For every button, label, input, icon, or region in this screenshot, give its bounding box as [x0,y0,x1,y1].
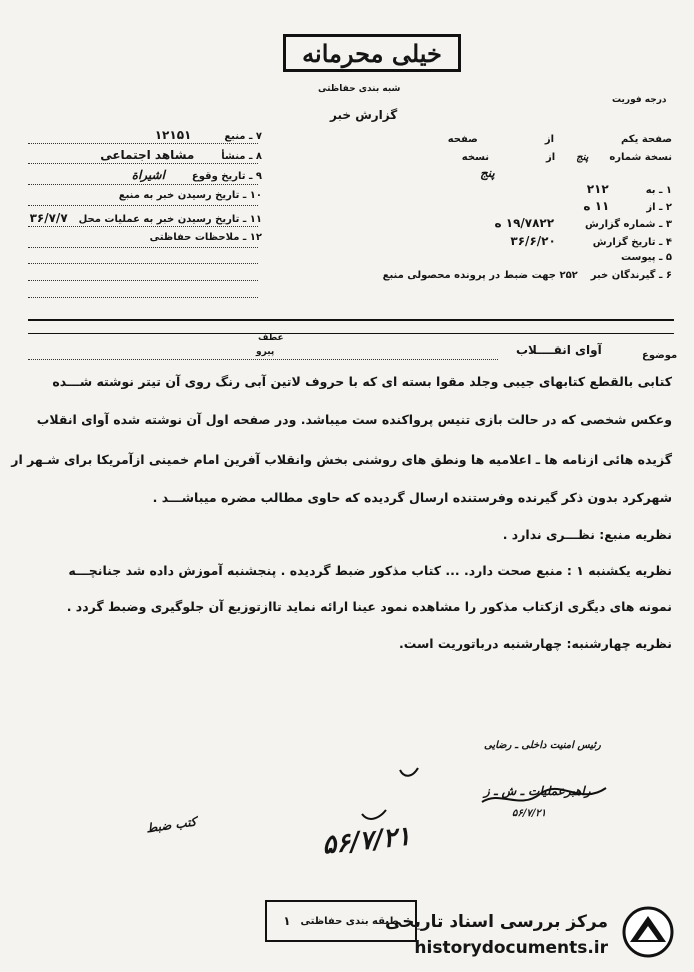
archive-website: historydocuments.ir [414,938,608,958]
body-line: نمونه های دیگری ازکتاب مذکور را مشاهده نمود عینا ارائه نماید تاازتوزیع آن جلوگیری وضبط گردد . [66,599,672,614]
field-received-by-source: ۱۰ ـ تاریخ رسیدن خبر به منبع [118,190,262,201]
side-note-ref: عطف [258,333,284,343]
field-received-by-ops: ۱۱ ـ تاریخ رسیدن خبر به عملیات محل ۳۶/۷/۷ [29,211,262,225]
body-line: نظریه چهارشنبه: چهارشنبه درباتوریت است. [399,636,672,651]
field-source: ۷ ـ منبع ۱۲۱۵۱ [154,128,262,142]
report-type: گزارش خبر [330,108,398,122]
classification-stamp: خیلی محرمانه [283,34,461,72]
field-security-notes: ۱۲ ـ ملاحظات حفاظتی [149,232,262,243]
body-line: کتابی بالقطع کتابهای جیبی وجلد مقوا بسته ای که با حروف لاتین آبی رنگ روی آن تیتر نوشته شـــده [52,374,672,389]
body-line: نظریه منبع: نظـــری ندارد . [502,527,672,542]
body-line: شهرکرد بدون ذکر گیرنده وفرستنده ارسال گردیده که حاوی مطالب مضره میباشـــد . [152,490,672,505]
field-report-number: ۳ ـ شماره گزارش ۱۹/۷۸۲۲ ه [494,216,672,230]
body-line: وعکس شخصی که در حالت بازی تنیس پرواکنده ست میباشد. ودر صفحه اول آن نوشته شده آوای انقلاب [36,412,672,427]
field-to: ۱ ـ به ۲۱۲ [586,182,672,196]
signer-title: رئیس امنیت داخلی ـ رضایی [484,740,601,751]
signature-scribble [480,780,610,814]
tick-mark [398,766,420,780]
subject-value: آوای انقــــلاب [516,343,602,357]
signer-name: راهبرعملیات ـ ش ـ ز [484,784,591,798]
field-recipients: ۶ ـ گیرندگان خبر ۲۵۲ جهت ضبط در پرونده محصولی منبع [382,270,672,281]
priority-label: درجه فوریت [612,95,667,105]
side-note-follow: پیرو [256,347,275,357]
field-attachment: ۵ ـ پیوست [620,252,672,263]
copy-extra: پنج [480,166,495,180]
field-copy: نسخة شماره پنج از نسخه [461,152,672,163]
bottom-date: ۵۶/۷/۲۱ [320,821,413,861]
field-from: ۲ ـ از ۱۱ ه [583,199,672,213]
signer-date: ۵۶/۷/۲۱ [512,808,547,819]
left-handwritten-note: کتب ضبط [145,814,198,836]
field-origin: ۸ ـ منشأ مشاهد اجتماعی [100,148,262,162]
archive-logo-icon [618,906,678,958]
body-line: نظریه یکشنبه ۱ : منبع صحت دارد. ... کتاب مذکور ضبط گردیده . پنجشنبه آموزش داده شد جنانچـــه [68,563,672,578]
separator-rule [28,319,674,321]
subject-label: موضوع [642,350,678,361]
separator-rule [28,333,674,334]
archive-org-name: مرکز بررسی اسناد تاریخی [385,912,608,932]
body-line: گزیده هائی ازنامه ها ـ اعلامیه ها ونطق های روشنی بخش وانقلاب آفرین امام خمینی ازآمریکا برای شـهر ار [11,452,672,467]
office-label: شبه بندی حفاظتی [318,84,401,94]
field-report-date: ۴ ـ تاریخ گزارش ۳۶/۶/۲۰ [510,234,672,248]
bottom-classification-stamp: طبقه بندی حفاظتی ۱ [265,900,417,942]
tick-mark [360,808,388,824]
field-occurrence-date: ۹ ـ تاریخ وقوع اشیراة [131,168,262,182]
field-page: صفحة یکم از صفحه [447,134,672,145]
